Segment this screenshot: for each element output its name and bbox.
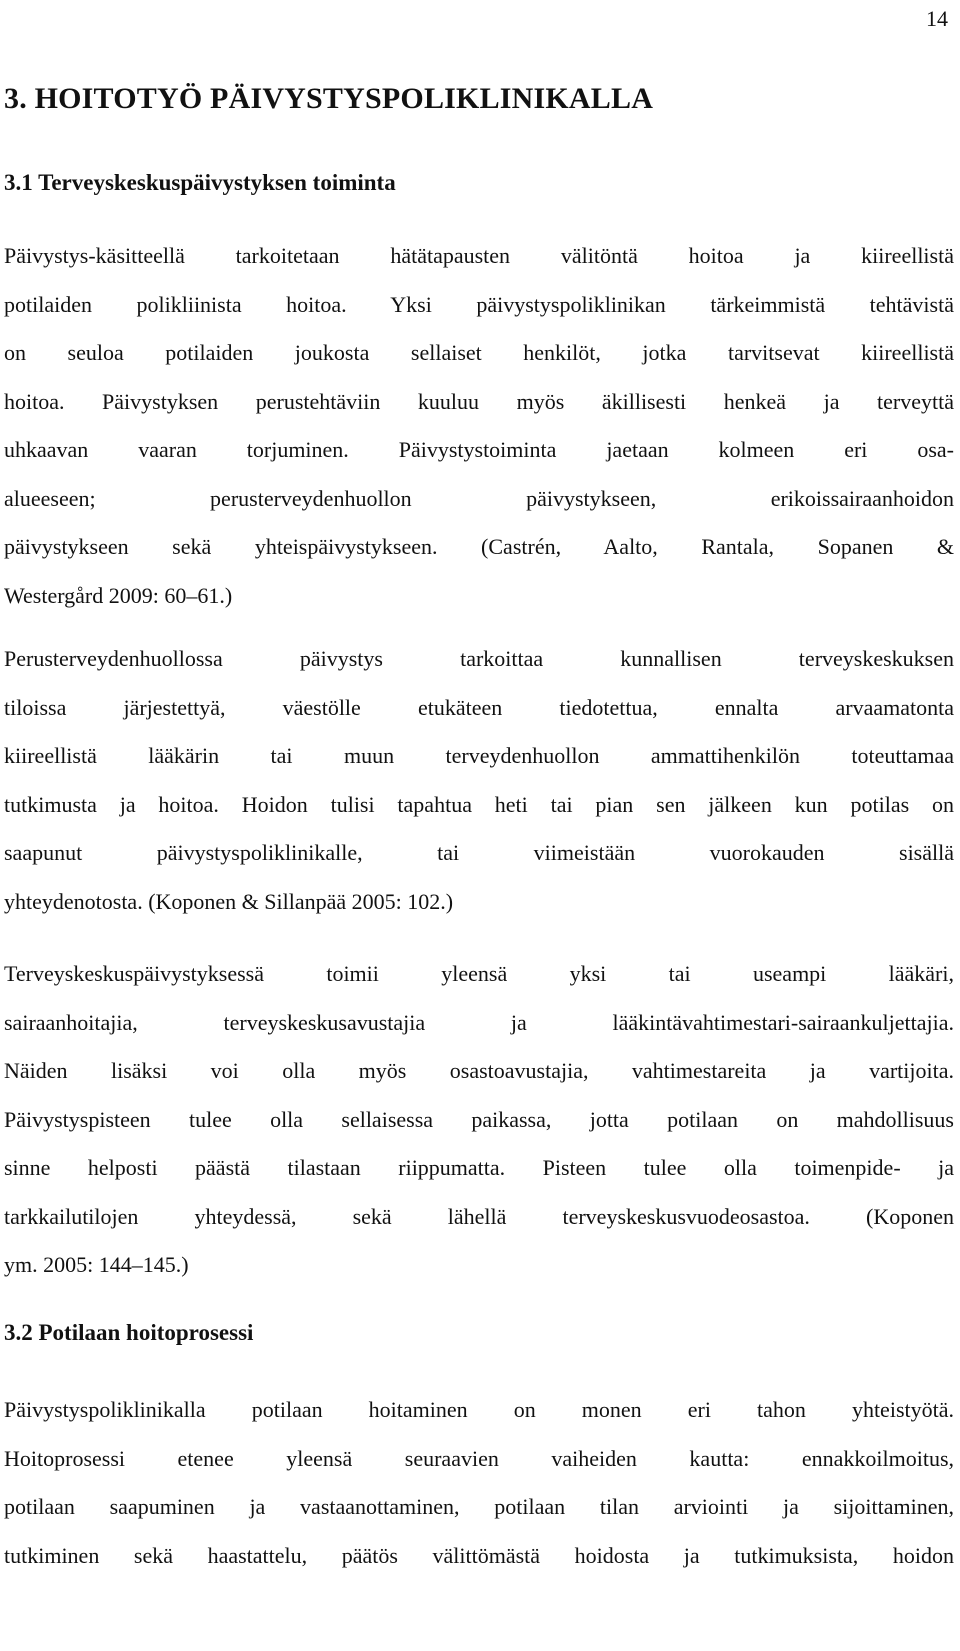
text-line: tutkiminen sekä haastattelu, päätös välittömästä hoidosta ja tutkimuksista, hoidon: [4, 1542, 954, 1568]
text-line: on seuloa potilaiden joukosta sellaiset henkilöt, jotka tarvitsevat kiireellistä: [4, 340, 954, 365]
paragraph: [4, 1386, 954, 1580]
paragraph: [4, 950, 954, 1290]
paragraph: [4, 232, 954, 620]
text-line: Päivystys-käsitteellä tarkoitetaan hätätapausten välitöntä hoitoa ja kiireellistä: [4, 243, 954, 268]
text-line: kiireellistä lääkärin tai muun terveydenhuollon ammattihenkilön toteuttamaa: [4, 743, 954, 768]
text-line: ym. 2005: 144–145.): [4, 1252, 189, 1277]
text-line: saapunut päivystyspoliklinikalle, tai viimeistään vuorokauden sisällä: [4, 840, 954, 865]
text-line: tarkkailutilojen yhteydessä, sekä lähellä terveyskeskusvuodeosastoa. (Koponen: [4, 1203, 954, 1229]
text-line: potilaiden polikliinista hoitoa. Yksi päivystyspoliklinikan tärkeimmistä tehtävistä: [4, 291, 954, 317]
text-line: tutkimusta ja hoitoa. Hoidon tulisi tapahtua heti tai pian sen jälkeen kun potilas on: [4, 791, 954, 817]
text-line: Päivystyspoliklinikalla potilaan hoitaminen on monen eri tahon yhteistyötä.: [4, 1397, 954, 1422]
text-line: Perusterveydenhuollossa päivystys tarkoittaa kunnallisen terveyskeskuksen: [4, 646, 954, 671]
text-line: Päivystyspisteen tulee olla sellaisessa paikassa, jotta potilaan on mahdollisuus: [4, 1106, 954, 1132]
text-line: tiloissa järjestettyä, väestölle etukäteen tiedotettua, ennalta arvaamatonta: [4, 694, 954, 720]
chapter-title: 3. HOITOTYÖ PÄIVYSTYSPOLIKLINIKALLA: [4, 82, 654, 115]
text-line: sinne helposti päästä tilastaan riippumatta. Pisteen tulee olla toimenpide- ja: [4, 1155, 954, 1180]
text-line: uhkaavan vaaran torjuminen. Päivystystoiminta jaetaan kolmeen eri osa-: [4, 437, 954, 462]
paragraph: [4, 635, 954, 926]
text-line: Näiden lisäksi voi olla myös osastoavustajia, vahtimestareita ja vartijoita.: [4, 1058, 954, 1083]
text-line: Westergård 2009: 60–61.): [4, 582, 233, 608]
text-line: Terveyskeskuspäivystyksessä toimii yleensä yksi tai useampi lääkäri,: [4, 961, 954, 986]
section-heading: 3.1 Terveyskeskuspäivystyksen toiminta: [4, 170, 396, 195]
text-line: yhteydenotosta. (Koponen & Sillanpää 2005: 102.): [4, 888, 454, 914]
section-heading: 3.2 Potilaan hoitoprosessi: [4, 1320, 254, 1345]
text-line: alueeseen; perusterveydenhuollon päivystykseen, erikoissairaanhoidon: [4, 485, 954, 511]
text-line: Hoitoprosessi etenee yleensä seuraavien vaiheiden kautta: ennakkoilmoitus,: [4, 1445, 954, 1471]
text-line: potilaan saapuminen ja vastaanottaminen, potilaan tilan arviointi ja sijoittaminen,: [4, 1494, 954, 1519]
text-line: päivystykseen sekä yhteispäivystykseen. (Castrén, Aalto, Rantala, Sopanen &: [4, 534, 954, 559]
text-line: sairaanhoitajia, terveyskeskusavustajia ja lääkintävahtimestari-sairaankuljettajia.: [4, 1009, 954, 1035]
page-number: 14: [926, 6, 948, 31]
text-line: hoitoa. Päivystyksen perustehtäviin kuuluu myös äkillisesti henkeä ja terveyttä: [4, 388, 954, 414]
